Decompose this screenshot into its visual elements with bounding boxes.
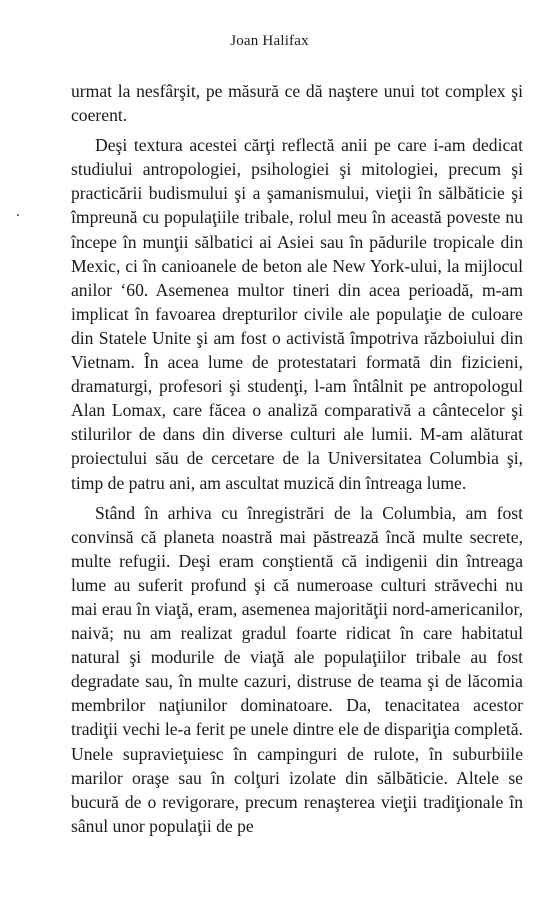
paragraph: Deşi textura acestei cărţi reflectă anii pe care i-am dedicat studiului antropologiei, psihologiei şi mitologiei, precum şi practicării budismului şi a şamanismului, vieţii în sălbăticie şi împreună cu populaţiile tribale, rolul meu în această poveste nu începe în munţii sălbatici ai Asiei sau în pădurile tropicale din Mexic, ci în canioanele de beton ale New York-ului, la mijlocul anilor ‘60. Asemenea multor tineri din acea perioadă, m-am implicat în favoarea drepturilor civile ale populaţie de culoare din Statele Unite şi am fost o activistă împotriva războiului din Vietnam. În acea lume de protestatari formată din fizicieni, dramaturgi, profesori şi studenţi, l-am întâlnit pe antropologul Alan Lomax, care făcea o analiză comparativă a cântecelor şi stilurilor de dans din diverse culturi ale lumii. M-am alăturat proiectului său de cercetare de la Universitatea Columbia şi, timp de patru ani, am ascultat muzică din întreaga lume. — [71, 135, 523, 493]
paragraph-continuation: urmat la nesfârşit, pe măsură ce dă naştere unui tot complex şi coerent. — [71, 81, 523, 126]
scan-speck — [17, 214, 19, 216]
running-header-author: Joan Halifax — [230, 33, 309, 49]
body-text — [71, 79, 523, 838]
paragraph: Stând în arhiva cu înregistrări de la Columbia, am fost convinsă că planeta noastră mai păstrează încă multe secrete, multe refugii. Deşi eram conştientă că indigenii din întreaga lume au suferit profund şi că numeroase culturi străvechi nu mai erau în viaţă, eram, asemenea majorităţii nord-americanilor, naivă; nu am realizat gradul foarte ridicat în care habitatul natural şi modurile de viaţă ale populaţiilor tribale au fost degradate sau, în multe cazuri, distruse de teama şi de lăcomia membrilor naţiunilor dominatoare. Da, tenacitatea acestor tradiţii vechi le-a ferit pe unele dintre ele de dispariţia completă. Unele supravieţuiesc în campinguri de rulote, în suburbiile marilor oraşe sau în colţuri izolate din sălbăticie. Altele se bucură de o revigorare, precum renaşterea vieţii tradiţionale în sânul unor populaţii de pe — [71, 502, 523, 836]
